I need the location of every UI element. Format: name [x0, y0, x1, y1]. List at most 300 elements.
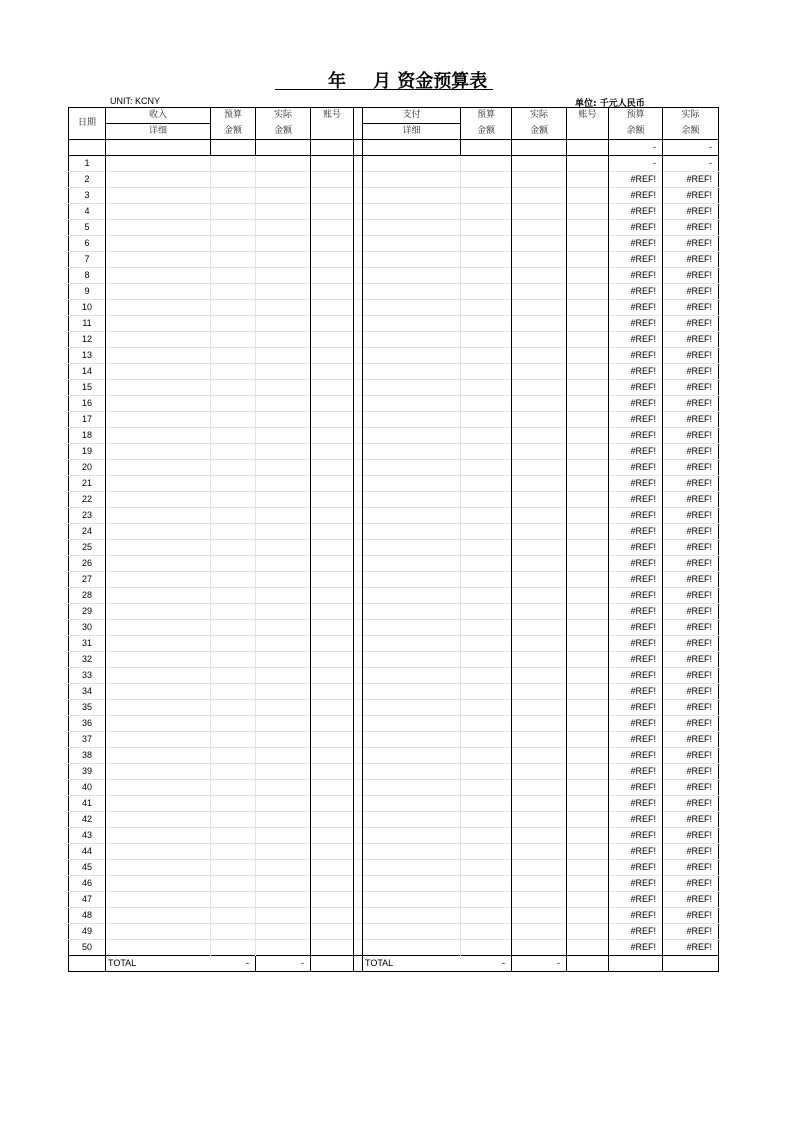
income-budget-cell[interactable] — [211, 476, 256, 492]
income-detail-cell[interactable] — [106, 396, 211, 412]
expense-account-cell[interactable] — [567, 188, 609, 204]
income-budget-cell[interactable] — [211, 540, 256, 556]
income-detail-cell[interactable] — [106, 236, 211, 252]
income-detail-cell[interactable] — [106, 172, 211, 188]
expense-budget-cell[interactable] — [461, 844, 512, 860]
expense-actual-cell[interactable] — [512, 828, 567, 844]
income-actual-cell[interactable] — [256, 876, 311, 892]
income-budget-cell[interactable] — [211, 524, 256, 540]
expense-actual-cell[interactable] — [512, 876, 567, 892]
expense-actual-cell[interactable] — [512, 540, 567, 556]
income-actual-cell[interactable] — [256, 236, 311, 252]
income-detail-cell[interactable] — [106, 892, 211, 908]
income-account-cell[interactable] — [311, 220, 354, 236]
income-account-cell[interactable] — [311, 300, 354, 316]
income-budget-cell[interactable] — [211, 332, 256, 348]
income-actual-cell[interactable] — [256, 188, 311, 204]
income-actual-cell[interactable] — [256, 812, 311, 828]
expense-account-cell[interactable] — [567, 220, 609, 236]
income-account-cell[interactable] — [311, 908, 354, 924]
expense-detail-cell[interactable] — [363, 732, 461, 748]
expense-detail-cell[interactable] — [363, 252, 461, 268]
income-detail-cell[interactable] — [106, 700, 211, 716]
expense-detail-cell[interactable] — [363, 156, 461, 172]
income-actual-cell[interactable] — [256, 892, 311, 908]
expense-budget-cell[interactable] — [461, 396, 512, 412]
income-detail-cell[interactable] — [106, 316, 211, 332]
expense-detail-cell[interactable] — [363, 860, 461, 876]
expense-detail-cell[interactable] — [363, 572, 461, 588]
expense-detail-cell[interactable] — [363, 892, 461, 908]
expense-account-cell[interactable] — [567, 652, 609, 668]
expense-actual-cell[interactable] — [512, 892, 567, 908]
income-actual-cell[interactable] — [256, 780, 311, 796]
expense-account-cell[interactable] — [567, 860, 609, 876]
income-detail-cell[interactable] — [106, 524, 211, 540]
income-account-cell[interactable] — [311, 524, 354, 540]
income-detail-cell[interactable] — [106, 940, 211, 956]
expense-actual-cell[interactable] — [512, 524, 567, 540]
income-account-cell[interactable] — [311, 892, 354, 908]
expense-account-cell[interactable] — [567, 604, 609, 620]
expense-budget-cell[interactable] — [461, 700, 512, 716]
expense-account-cell[interactable] — [567, 828, 609, 844]
expense-detail-cell[interactable] — [363, 204, 461, 220]
income-budget-cell[interactable] — [211, 700, 256, 716]
income-budget-cell[interactable] — [211, 620, 256, 636]
income-budget-cell[interactable] — [211, 460, 256, 476]
expense-detail-cell[interactable] — [363, 620, 461, 636]
expense-budget-cell[interactable] — [461, 588, 512, 604]
expense-detail-cell[interactable] — [363, 540, 461, 556]
income-actual-cell[interactable] — [256, 684, 311, 700]
expense-actual-cell[interactable] — [512, 636, 567, 652]
expense-actual-cell[interactable] — [512, 300, 567, 316]
income-actual-cell[interactable] — [256, 380, 311, 396]
income-actual-cell[interactable] — [256, 716, 311, 732]
income-account-cell[interactable] — [311, 668, 354, 684]
income-detail-cell[interactable] — [106, 588, 211, 604]
expense-budget-cell[interactable] — [461, 300, 512, 316]
income-detail-cell[interactable] — [106, 540, 211, 556]
income-detail-cell[interactable] — [106, 460, 211, 476]
expense-detail-cell[interactable] — [363, 876, 461, 892]
expense-budget-cell[interactable] — [461, 220, 512, 236]
expense-account-cell[interactable] — [567, 156, 609, 172]
income-detail-cell[interactable] — [106, 364, 211, 380]
income-account-cell[interactable] — [311, 156, 354, 172]
income-actual-cell[interactable] — [256, 300, 311, 316]
expense-budget-cell[interactable] — [461, 460, 512, 476]
income-actual-cell[interactable] — [256, 156, 311, 172]
expense-account-cell[interactable] — [567, 412, 609, 428]
expense-account-cell[interactable] — [567, 380, 609, 396]
income-detail-cell[interactable] — [106, 812, 211, 828]
expense-budget-cell[interactable] — [461, 876, 512, 892]
income-account-cell[interactable] — [311, 844, 354, 860]
income-account-cell[interactable] — [311, 604, 354, 620]
income-account-cell[interactable] — [311, 332, 354, 348]
income-actual-cell[interactable] — [256, 508, 311, 524]
expense-account-cell[interactable] — [567, 764, 609, 780]
income-budget-cell[interactable] — [211, 380, 256, 396]
expense-account-cell[interactable] — [567, 476, 609, 492]
income-actual-cell[interactable] — [256, 524, 311, 540]
expense-detail-cell[interactable] — [363, 844, 461, 860]
expense-actual-cell[interactable] — [512, 940, 567, 956]
income-account-cell[interactable] — [311, 380, 354, 396]
expense-budget-cell[interactable] — [461, 476, 512, 492]
income-detail-cell[interactable] — [106, 220, 211, 236]
expense-detail-cell[interactable] — [363, 332, 461, 348]
income-actual-cell[interactable] — [256, 284, 311, 300]
income-actual-cell[interactable] — [256, 572, 311, 588]
income-budget-cell[interactable] — [211, 828, 256, 844]
expense-budget-cell[interactable] — [461, 796, 512, 812]
income-account-cell[interactable] — [311, 636, 354, 652]
expense-actual-cell[interactable] — [512, 188, 567, 204]
income-account-cell[interactable] — [311, 860, 354, 876]
expense-detail-cell[interactable] — [363, 412, 461, 428]
income-detail-cell[interactable] — [106, 636, 211, 652]
expense-account-cell[interactable] — [567, 748, 609, 764]
expense-detail-cell[interactable] — [363, 700, 461, 716]
income-budget-cell[interactable] — [211, 268, 256, 284]
expense-actual-cell[interactable] — [512, 684, 567, 700]
income-budget-cell[interactable] — [211, 652, 256, 668]
income-detail-cell[interactable] — [106, 844, 211, 860]
income-account-cell[interactable] — [311, 652, 354, 668]
income-budget-cell[interactable] — [211, 252, 256, 268]
income-account-cell[interactable] — [311, 492, 354, 508]
expense-account-cell[interactable] — [567, 588, 609, 604]
income-detail-cell[interactable] — [106, 908, 211, 924]
income-budget-cell[interactable] — [211, 364, 256, 380]
income-account-cell[interactable] — [311, 428, 354, 444]
income-budget-cell[interactable] — [211, 204, 256, 220]
expense-account-cell[interactable] — [567, 700, 609, 716]
income-actual-cell[interactable] — [256, 268, 311, 284]
income-budget-cell[interactable] — [211, 636, 256, 652]
income-budget-cell[interactable] — [211, 220, 256, 236]
expense-detail-cell[interactable] — [363, 780, 461, 796]
income-account-cell[interactable] — [311, 348, 354, 364]
expense-budget-cell[interactable] — [461, 332, 512, 348]
expense-actual-cell[interactable] — [512, 252, 567, 268]
expense-budget-cell[interactable] — [461, 940, 512, 956]
expense-detail-cell[interactable] — [363, 268, 461, 284]
expense-detail-cell[interactable] — [363, 828, 461, 844]
income-account-cell[interactable] — [311, 780, 354, 796]
income-actual-cell[interactable] — [256, 204, 311, 220]
expense-budget-cell[interactable] — [461, 172, 512, 188]
expense-detail-cell[interactable] — [363, 604, 461, 620]
income-account-cell[interactable] — [311, 172, 354, 188]
income-detail-cell[interactable] — [106, 332, 211, 348]
income-detail-cell[interactable] — [106, 412, 211, 428]
income-detail-cell[interactable] — [106, 732, 211, 748]
expense-detail-cell[interactable] — [363, 636, 461, 652]
income-budget-cell[interactable] — [211, 508, 256, 524]
income-actual-cell[interactable] — [256, 908, 311, 924]
expense-actual-cell[interactable] — [512, 236, 567, 252]
income-account-cell[interactable] — [311, 748, 354, 764]
expense-account-cell[interactable] — [567, 508, 609, 524]
income-budget-cell[interactable] — [211, 892, 256, 908]
expense-account-cell[interactable] — [567, 572, 609, 588]
income-detail-cell[interactable] — [106, 572, 211, 588]
expense-budget-cell[interactable] — [461, 732, 512, 748]
income-account-cell[interactable] — [311, 684, 354, 700]
income-actual-cell[interactable] — [256, 556, 311, 572]
income-account-cell[interactable] — [311, 812, 354, 828]
expense-account-cell[interactable] — [567, 236, 609, 252]
expense-actual-cell[interactable] — [512, 508, 567, 524]
expense-actual-cell[interactable] — [512, 428, 567, 444]
income-account-cell[interactable] — [311, 764, 354, 780]
income-budget-cell[interactable] — [211, 684, 256, 700]
expense-actual-cell[interactable] — [512, 332, 567, 348]
income-actual-cell[interactable] — [256, 940, 311, 956]
expense-detail-cell[interactable] — [363, 748, 461, 764]
expense-detail-cell[interactable] — [363, 236, 461, 252]
income-detail-cell[interactable] — [106, 860, 211, 876]
expense-actual-cell[interactable] — [512, 204, 567, 220]
income-account-cell[interactable] — [311, 284, 354, 300]
expense-actual-cell[interactable] — [512, 908, 567, 924]
income-detail-cell[interactable] — [106, 284, 211, 300]
income-actual-cell[interactable] — [256, 860, 311, 876]
expense-detail-cell[interactable] — [363, 460, 461, 476]
income-budget-cell[interactable] — [211, 316, 256, 332]
income-account-cell[interactable] — [311, 444, 354, 460]
income-detail-cell[interactable] — [106, 508, 211, 524]
income-detail-cell[interactable] — [106, 156, 211, 172]
income-account-cell[interactable] — [311, 364, 354, 380]
expense-budget-cell[interactable] — [461, 908, 512, 924]
expense-actual-cell[interactable] — [512, 652, 567, 668]
income-budget-cell[interactable] — [211, 780, 256, 796]
expense-actual-cell[interactable] — [512, 348, 567, 364]
expense-account-cell[interactable] — [567, 732, 609, 748]
income-actual-cell[interactable] — [256, 700, 311, 716]
income-budget-cell[interactable] — [211, 908, 256, 924]
expense-budget-cell[interactable] — [461, 156, 512, 172]
income-actual-cell[interactable] — [256, 444, 311, 460]
income-detail-cell[interactable] — [106, 924, 211, 940]
expense-budget-cell[interactable] — [461, 924, 512, 940]
income-actual-cell[interactable] — [256, 636, 311, 652]
income-actual-cell[interactable] — [256, 364, 311, 380]
income-account-cell[interactable] — [311, 508, 354, 524]
income-actual-cell[interactable] — [256, 620, 311, 636]
expense-budget-cell[interactable] — [461, 252, 512, 268]
expense-account-cell[interactable] — [567, 812, 609, 828]
expense-detail-cell[interactable] — [363, 492, 461, 508]
income-budget-cell[interactable] — [211, 716, 256, 732]
income-detail-cell[interactable] — [106, 684, 211, 700]
expense-account-cell[interactable] — [567, 396, 609, 412]
expense-actual-cell[interactable] — [512, 844, 567, 860]
expense-budget-cell[interactable] — [461, 892, 512, 908]
expense-account-cell[interactable] — [567, 284, 609, 300]
income-actual-cell[interactable] — [256, 588, 311, 604]
income-account-cell[interactable] — [311, 876, 354, 892]
income-budget-cell[interactable] — [211, 348, 256, 364]
income-detail-cell[interactable] — [106, 828, 211, 844]
income-account-cell[interactable] — [311, 236, 354, 252]
expense-account-cell[interactable] — [567, 524, 609, 540]
income-account-cell[interactable] — [311, 556, 354, 572]
expense-actual-cell[interactable] — [512, 604, 567, 620]
expense-detail-cell[interactable] — [363, 508, 461, 524]
income-account-cell[interactable] — [311, 700, 354, 716]
expense-actual-cell[interactable] — [512, 492, 567, 508]
expense-budget-cell[interactable] — [461, 556, 512, 572]
expense-budget-cell[interactable] — [461, 748, 512, 764]
expense-budget-cell[interactable] — [461, 764, 512, 780]
expense-detail-cell[interactable] — [363, 300, 461, 316]
expense-account-cell[interactable] — [567, 908, 609, 924]
expense-actual-cell[interactable] — [512, 700, 567, 716]
income-detail-cell[interactable] — [106, 444, 211, 460]
income-budget-cell[interactable] — [211, 444, 256, 460]
expense-account-cell[interactable] — [567, 668, 609, 684]
expense-budget-cell[interactable] — [461, 828, 512, 844]
expense-detail-cell[interactable] — [363, 348, 461, 364]
expense-actual-cell[interactable] — [512, 924, 567, 940]
expense-budget-cell[interactable] — [461, 316, 512, 332]
expense-budget-cell[interactable] — [461, 508, 512, 524]
expense-account-cell[interactable] — [567, 876, 609, 892]
expense-actual-cell[interactable] — [512, 364, 567, 380]
expense-account-cell[interactable] — [567, 892, 609, 908]
expense-account-cell[interactable] — [567, 492, 609, 508]
income-actual-cell[interactable] — [256, 796, 311, 812]
expense-actual-cell[interactable] — [512, 380, 567, 396]
income-budget-cell[interactable] — [211, 844, 256, 860]
income-budget-cell[interactable] — [211, 188, 256, 204]
expense-actual-cell[interactable] — [512, 172, 567, 188]
income-actual-cell[interactable] — [256, 348, 311, 364]
income-actual-cell[interactable] — [256, 668, 311, 684]
expense-budget-cell[interactable] — [461, 188, 512, 204]
expense-actual-cell[interactable] — [512, 412, 567, 428]
income-actual-cell[interactable] — [256, 396, 311, 412]
expense-actual-cell[interactable] — [512, 556, 567, 572]
income-account-cell[interactable] — [311, 620, 354, 636]
income-account-cell[interactable] — [311, 828, 354, 844]
expense-detail-cell[interactable] — [363, 588, 461, 604]
expense-actual-cell[interactable] — [512, 460, 567, 476]
income-actual-cell[interactable] — [256, 604, 311, 620]
income-detail-cell[interactable] — [106, 604, 211, 620]
income-account-cell[interactable] — [311, 204, 354, 220]
income-budget-cell[interactable] — [211, 876, 256, 892]
income-account-cell[interactable] — [311, 540, 354, 556]
income-actual-cell[interactable] — [256, 492, 311, 508]
expense-budget-cell[interactable] — [461, 268, 512, 284]
expense-budget-cell[interactable] — [461, 716, 512, 732]
income-account-cell[interactable] — [311, 588, 354, 604]
expense-detail-cell[interactable] — [363, 364, 461, 380]
expense-actual-cell[interactable] — [512, 716, 567, 732]
income-detail-cell[interactable] — [106, 652, 211, 668]
expense-actual-cell[interactable] — [512, 396, 567, 412]
expense-account-cell[interactable] — [567, 268, 609, 284]
income-actual-cell[interactable] — [256, 332, 311, 348]
expense-actual-cell[interactable] — [512, 732, 567, 748]
income-budget-cell[interactable] — [211, 572, 256, 588]
income-budget-cell[interactable] — [211, 812, 256, 828]
expense-actual-cell[interactable] — [512, 572, 567, 588]
expense-account-cell[interactable] — [567, 444, 609, 460]
income-budget-cell[interactable] — [211, 300, 256, 316]
expense-budget-cell[interactable] — [461, 364, 512, 380]
income-actual-cell[interactable] — [256, 252, 311, 268]
expense-actual-cell[interactable] — [512, 588, 567, 604]
income-budget-cell[interactable] — [211, 396, 256, 412]
income-actual-cell[interactable] — [256, 844, 311, 860]
expense-account-cell[interactable] — [567, 556, 609, 572]
income-detail-cell[interactable] — [106, 668, 211, 684]
expense-account-cell[interactable] — [567, 460, 609, 476]
income-actual-cell[interactable] — [256, 748, 311, 764]
expense-actual-cell[interactable] — [512, 748, 567, 764]
income-budget-cell[interactable] — [211, 428, 256, 444]
expense-detail-cell[interactable] — [363, 924, 461, 940]
income-budget-cell[interactable] — [211, 748, 256, 764]
expense-detail-cell[interactable] — [363, 284, 461, 300]
expense-detail-cell[interactable] — [363, 524, 461, 540]
income-budget-cell[interactable] — [211, 860, 256, 876]
income-account-cell[interactable] — [311, 476, 354, 492]
expense-budget-cell[interactable] — [461, 236, 512, 252]
expense-actual-cell[interactable] — [512, 220, 567, 236]
expense-account-cell[interactable] — [567, 636, 609, 652]
expense-detail-cell[interactable] — [363, 476, 461, 492]
income-budget-cell[interactable] — [211, 236, 256, 252]
income-budget-cell[interactable] — [211, 588, 256, 604]
expense-budget-cell[interactable] — [461, 444, 512, 460]
expense-budget-cell[interactable] — [461, 572, 512, 588]
income-account-cell[interactable] — [311, 796, 354, 812]
expense-budget-cell[interactable] — [461, 492, 512, 508]
expense-detail-cell[interactable] — [363, 796, 461, 812]
expense-budget-cell[interactable] — [461, 524, 512, 540]
income-actual-cell[interactable] — [256, 828, 311, 844]
income-actual-cell[interactable] — [256, 732, 311, 748]
expense-detail-cell[interactable] — [363, 764, 461, 780]
income-detail-cell[interactable] — [106, 252, 211, 268]
expense-account-cell[interactable] — [567, 252, 609, 268]
expense-account-cell[interactable] — [567, 684, 609, 700]
expense-detail-cell[interactable] — [363, 316, 461, 332]
expense-detail-cell[interactable] — [363, 444, 461, 460]
income-actual-cell[interactable] — [256, 220, 311, 236]
income-budget-cell[interactable] — [211, 796, 256, 812]
income-detail-cell[interactable] — [106, 716, 211, 732]
expense-actual-cell[interactable] — [512, 268, 567, 284]
income-budget-cell[interactable] — [211, 732, 256, 748]
expense-budget-cell[interactable] — [461, 284, 512, 300]
expense-account-cell[interactable] — [567, 364, 609, 380]
expense-detail-cell[interactable] — [363, 908, 461, 924]
income-detail-cell[interactable] — [106, 764, 211, 780]
income-budget-cell[interactable] — [211, 668, 256, 684]
expense-actual-cell[interactable] — [512, 316, 567, 332]
income-account-cell[interactable] — [311, 572, 354, 588]
